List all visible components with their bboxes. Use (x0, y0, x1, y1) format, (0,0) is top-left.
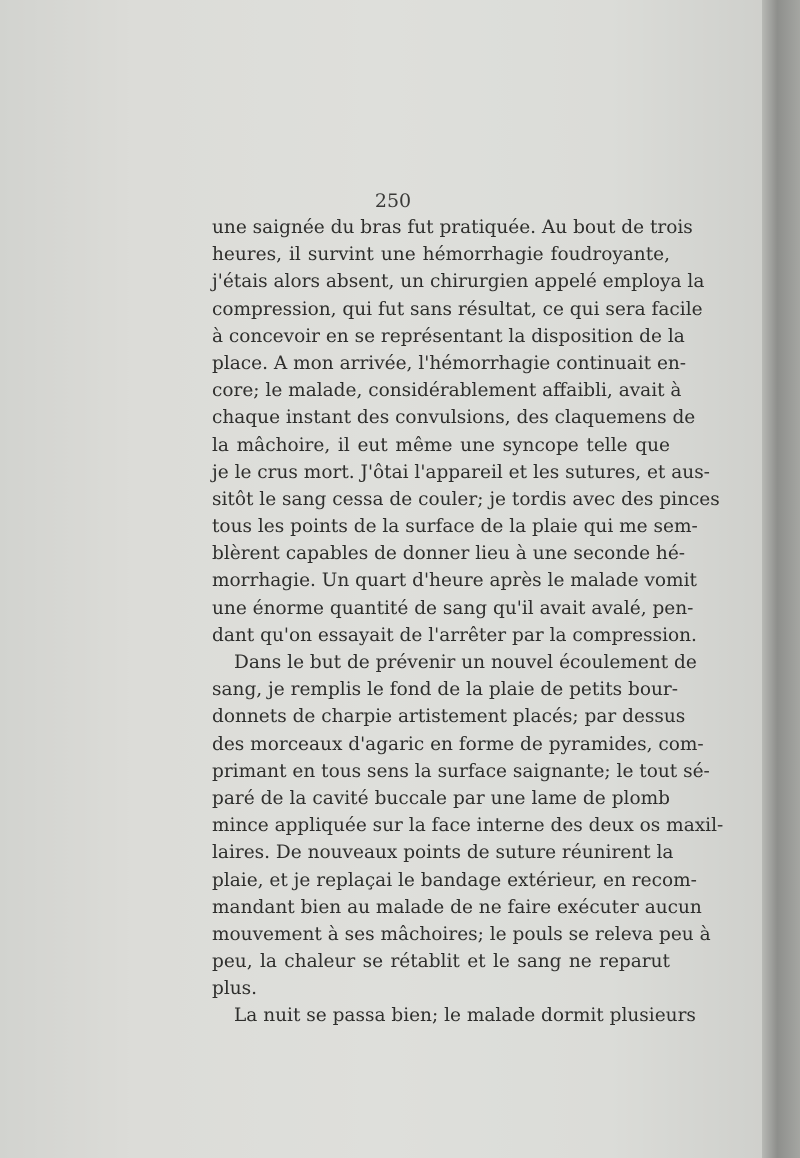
text-line: donnets de charpie artistement placés; par dessus (212, 706, 686, 728)
text-line: paré de la cavité buccale par une lame de plomb (212, 787, 670, 809)
text-line: La nuit se passa bien; le malade dormit plusieurs (234, 1005, 696, 1027)
text-line: chaque instant des convulsions, des claquemens de (212, 407, 696, 429)
text-line: des morceaux d'agaric en forme de pyramides, com- (212, 733, 704, 755)
text-line: une saignée du bras fut pratiquée. Au bout de trois (212, 217, 693, 238)
text-line: plus. (212, 978, 258, 1000)
text-line: peu, la chaleur se rétablit et le sang ne reparut (212, 951, 670, 973)
text-line: morrhagie. Un quart d'heure après le malade vomit (212, 570, 697, 592)
text-line: compression, qui fut sans résultat, ce qui sera facile (212, 298, 703, 320)
text-line: mandant bien au malade de ne faire exécuter aucun (212, 896, 702, 918)
page-edge-shadow (762, 0, 800, 1158)
text-line: mince appliquée sur la face interne des deux os maxil- (212, 815, 724, 837)
text-line: sitôt le sang cessa de couler; je tordis avec des pinces (212, 488, 720, 510)
text-line: Dans le but de prévenir un nouvel écoulement de (234, 652, 697, 673)
text-line: heures, il survint une hémorrhagie foudroyante, (212, 244, 670, 266)
text-line: une énorme quantité de sang qu'il avait avalé, pen- (212, 597, 694, 619)
paragraph-2 (212, 649, 724, 1002)
paragraph-1 (212, 214, 720, 649)
text-line: blèrent capables de donner lieu à une seconde hé- (212, 543, 686, 565)
body-text (212, 214, 724, 1030)
text-line: dant qu'on essayait de l'arrêter par la compression. (212, 624, 697, 646)
text-line: place. A mon arrivée, l'hémorrhagie continuait en- (212, 352, 687, 374)
text-line: laires. De nouveaux points de suture réunirent la (212, 842, 674, 864)
text-line: tous les points de la surface de la plaie qui me sem- (212, 516, 698, 538)
paragraph-3 (212, 1002, 696, 1029)
text-line: j'étais alors absent, un chirurgien appelé employa la (212, 271, 705, 293)
text-line: à concevoir en se représentant la disposition de la (212, 325, 685, 347)
page-number: 250 (374, 190, 412, 212)
text-line: la mâchoire, il eut même une syncope telle que (212, 434, 670, 456)
text-line: je le crus mort. J'ôtai l'appareil et les sutures, et aus- (212, 461, 710, 483)
text-line: mouvement à ses mâchoires; le pouls se releva peu à (212, 923, 711, 945)
text-line: plaie, et je replaçai le bandage extérieur, en recom- (212, 869, 697, 891)
text-line: core; le malade, considérablement affaibli, avait à (212, 380, 682, 402)
text-line: primant en tous sens la surface saignante; le tout sé- (212, 760, 710, 782)
text-line: sang, je remplis le fond de la plaie de petits bour- (212, 679, 679, 701)
